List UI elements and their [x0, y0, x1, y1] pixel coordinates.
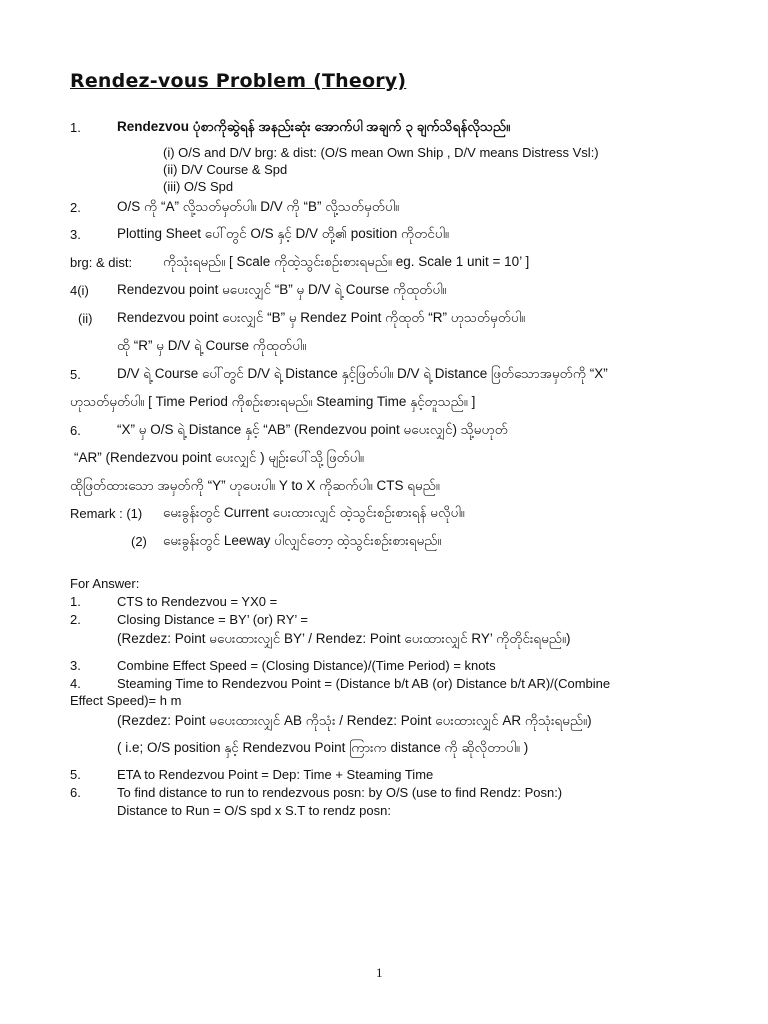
item-text: “X” မှ O/S ရဲ့ Distance နှင့် “AB” (Rendezvou point မပေးလျှင်) သို့မဟုတ်	[117, 422, 508, 437]
item-text: ထို “R” မှ D/V ရဲ့ Course ကိုထုတ်ပါ။	[117, 338, 307, 353]
item-number: 4(i)	[70, 283, 89, 298]
remark-label: (2)	[131, 534, 147, 549]
item-text: Plotting Sheet ပေါ်တွင် O/S နှင့် D/V တို့၏ position ကိုတင်ပါ။	[117, 226, 449, 241]
item-number: brg: & dist:	[70, 255, 133, 270]
item-text: ဟုသတ်မှတ်ပါ။ [ Time Period ကိုစဉ်းစားရမည်။ Steaming Time နှင့်တူသည်။ ]	[70, 394, 476, 409]
item-text: ထိုဖြတ်ထားသော အမှတ်ကို “Y” ဟုပေးပါ။ Y to X ကိုဆက်ပါ။ CTS ရမည်။	[70, 478, 440, 493]
answer-heading: For Answer:	[70, 576, 140, 591]
remark-text: မေးခွန်းတွင် Current ပေးထားလျှင် ထဲ့သွင်းစဉ်းစားရန် မလိုပါ။	[163, 505, 465, 520]
document-title: Rendez-vous Problem (Theory)	[70, 70, 407, 92]
sub-item-text: (i) O/S and D/V brg: & dist: (O/S mean Own Ship , D/V means Distress Vsl:)	[163, 145, 599, 160]
item-number: 2.	[70, 200, 81, 215]
answer-number: 6.	[70, 785, 81, 800]
item-number: 6.	[70, 423, 81, 438]
sub-item-text: (iii) O/S Spd	[163, 179, 234, 194]
answer-text: (Rezdez: Point မပေးထားလျှင် AB ကိုသုံး / Rendez: Point ပေးထားလျှင် AR ကိုသုံးရမည်။)	[117, 713, 592, 728]
remark-text: မေးခွန်းတွင် Leeway ပါလျှင်တော့ ထဲ့သွင်းစဉ်းစားရမည်။	[163, 533, 442, 548]
answer-text: (Rezdez: Point မပေးထားလျှင် BY’ / Rendez: Point ပေးထားလျှင် RY’ ကိုတိုင်းရမည်။)	[117, 631, 571, 646]
item-text: D/V ရဲ့ Course ပေါ်တွင် D/V ရဲ့ Distance နှင့်ဖြတ်ပါ။ D/V ရဲ့ Distance ဖြတ်သောအမှတ်ကို “X”	[117, 366, 608, 381]
item-text: Rendezvou point မပေးလျှင် “B” မှ D/V ရဲ့ Course ကိုထုတ်ပါ။	[117, 282, 447, 297]
item-text: O/S ကို “A” လို့သတ်မှတ်ပါ။ D/V ကို “B” လို့သတ်မှတ်ပါ။	[117, 199, 400, 214]
answer-text: Steaming Time to Rendezvou Point = (Distance b/t AB (or) Distance b/t AR)/(Combine	[117, 676, 611, 691]
item-text: ကိုသုံးရမည်။ [ Scale ကိုထဲ့သွင်းစဉ်းစားရမည်။ eg. Scale 1 unit = 10’ ]	[163, 254, 530, 269]
item-number: 1.	[70, 120, 81, 135]
answer-number: 5.	[70, 767, 81, 782]
answer-number: 3.	[70, 658, 81, 673]
answer-text: Effect Speed)= h m	[70, 693, 182, 708]
item-number: (ii)	[78, 311, 93, 326]
item-text: “AR” (Rendezvou point ပေးလျှင် ) မျဉ်းပေါ်သို့ဖြတ်ပါ။	[74, 450, 364, 465]
item-number: 3.	[70, 227, 81, 242]
item-text: Rendezvou ပုံစာကိုဆွဲရန် အနည်းဆုံး အောက်ပါ အချက် ၃ ချက်သိရန်လိုသည်။	[117, 119, 511, 134]
sub-item-text: (ii) D/V Course & Spd	[163, 162, 288, 177]
item-number: 5.	[70, 367, 81, 382]
answer-number: 1.	[70, 594, 81, 609]
answer-text: ( i.e; O/S position နှင့် Rendezvou Point ကြားက distance ကို ဆိုလိုတာပါ။ )	[117, 740, 529, 755]
answer-text: To find distance to run to rendezvous posn: by O/S (use to find Rendz: Posn:)	[117, 785, 563, 800]
answer-text: CTS to Rendezvou = YX0 =	[117, 594, 278, 609]
answer-text: Closing Distance = BY’ (or) RY’ =	[117, 612, 308, 627]
answer-number: 2.	[70, 612, 81, 627]
remark-label: Remark : (1)	[70, 506, 143, 521]
answer-text: Distance to Run = O/S spd x S.T to rendz posn:	[117, 803, 391, 818]
item-text: Rendezvou point ပေးလျှင် “B” မှ Rendez Point ကိုထုတ် “R” ဟုသတ်မှတ်ပါ။	[117, 310, 526, 325]
answer-text: ETA to Rendezvou Point = Dep: Time + Steaming Time	[117, 767, 434, 782]
answer-text: Combine Effect Speed = (Closing Distance)/(Time Period) = knots	[117, 658, 496, 673]
answer-number: 4.	[70, 676, 81, 691]
page-number: 1	[376, 965, 383, 980]
